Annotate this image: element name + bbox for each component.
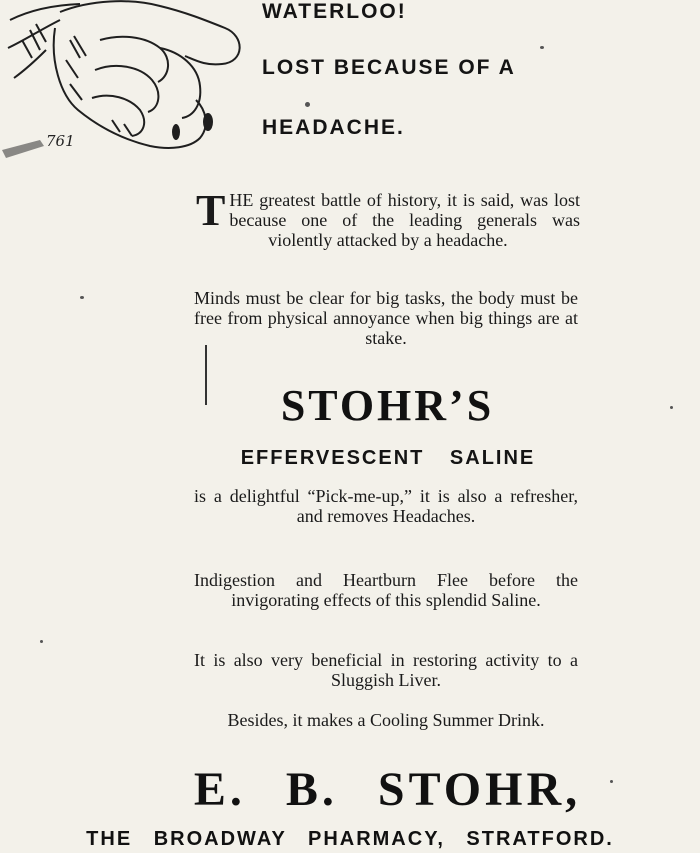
pointing-hand-icon (0, 0, 250, 200)
headline-headache: HEADACHE. (262, 116, 405, 139)
print-speck (670, 406, 673, 409)
illustration-number: 761 (46, 132, 75, 150)
print-speck (80, 296, 84, 299)
paragraph-drink: Besides, it makes a Cooling Summer Drink. (227, 710, 545, 730)
headline-waterloo: WATERLOO! (262, 0, 407, 23)
brand-name: STOHR’S (280, 381, 495, 430)
paragraph-liver: It is also very beneficial in restoring activity to a Sluggish Liver. (194, 650, 578, 690)
print-speck (305, 102, 310, 107)
print-speck (540, 46, 544, 49)
paragraph-indigestion: Indigestion and Heartburn Flee before the invigorating effects of this splendid Saline. (194, 570, 578, 610)
proprietor-name: E. B. STOHR, (193, 763, 582, 816)
paragraph-battle (196, 186, 580, 250)
product-name: EFFERVESCENT SALINE (240, 447, 536, 469)
paragraph-battle-text: HE greatest battle of history, it is said, was lost because one of the leading generals was violently attacked by a headache. (229, 190, 580, 250)
print-speck (40, 640, 43, 643)
drop-cap: T (196, 186, 226, 235)
headline-lost: LOST BECAUSE OF A (262, 56, 516, 79)
print-speck (610, 780, 613, 783)
pharmacy-address: THE BROADWAY PHARMACY, STRATFORD. (86, 828, 614, 850)
paragraph-minds: Minds must be clear for big tasks, the body must be free from physical annoyance when big things are at stake. (194, 288, 578, 348)
paragraph-pick-me-up: is a delightful “Pick-me-up,” it is also a refresher, and removes Headaches. (194, 486, 578, 526)
